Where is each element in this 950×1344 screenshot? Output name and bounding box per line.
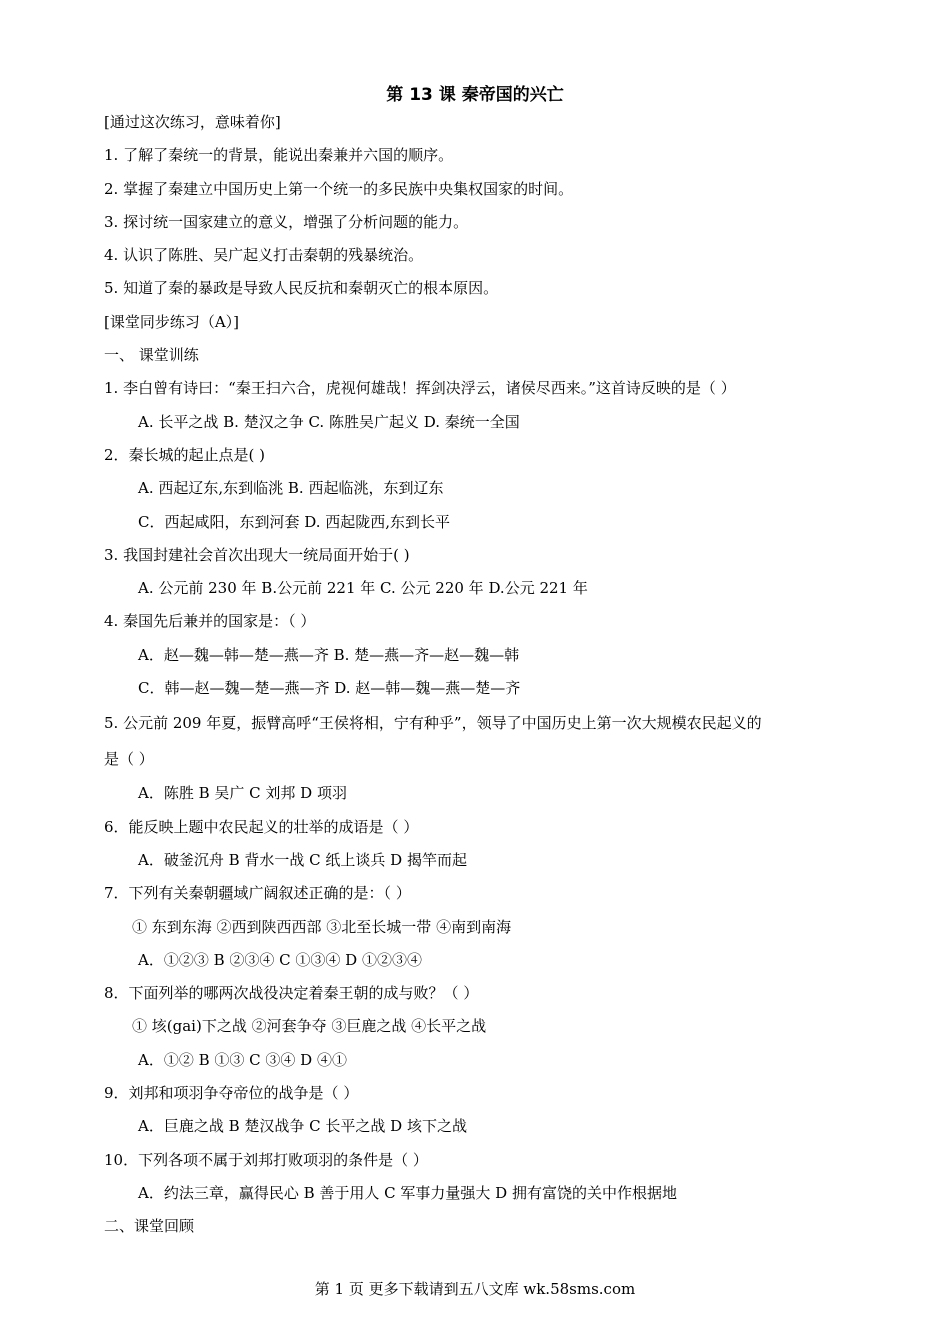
objective-5: 5. 知道了秦的暴政是导致人民反抗和秦朝灭亡的根本原因。 xyxy=(104,279,499,298)
page-footer: 第 1 页 更多下载请到五八文库 wk.58sms.com xyxy=(314,1280,636,1298)
q5-stem-cont: 是（ ） xyxy=(104,750,154,769)
section2-header: 二、课堂回顾 xyxy=(104,1217,195,1236)
q7-options: A．①②③ B ②③④ C ①③④ D ①②③④ xyxy=(138,950,422,969)
objective-2: 2. 掌握了秦建立中国历史上第一个统一的多民族中央集权国家的时间。 xyxy=(104,179,574,198)
page-title: 第 13 课 秦帝国的兴亡 xyxy=(386,85,564,105)
q9-stem: 9．刘邦和项羽争夺帝位的战争是（ ） xyxy=(104,1084,359,1103)
q7-stem: 7．下列有关秦朝疆域广阔叙述正确的是：（ ） xyxy=(104,884,411,903)
q4-options-1: A．赵—魏—韩—楚—燕—齐 B. 楚—燕—齐—赵—魏—韩 xyxy=(138,645,520,664)
q1-stem: 1. 李白曾有诗曰：“秦王扫六合，虎视何雄哉！挥剑决浮云，诸侯尽西来。”这首诗反映的是（ ） xyxy=(104,379,736,398)
q10-options: A．约法三章，赢得民心 B 善于用人 C 军事力量强大 D 拥有富饶的关中作根据地 xyxy=(138,1183,677,1202)
section1-header: 一、 课堂训练 xyxy=(104,346,199,365)
worksheet-content xyxy=(104,106,884,1244)
q3-options: A. 公元前 230 年 B.公元前 221 年 C. 公元 220 年 D.公元 221 年 xyxy=(138,579,588,598)
q8-stem: 8．下面列举的哪两次战役决定着秦王朝的成与败？（ ） xyxy=(104,984,479,1003)
q10-stem: 10．下列各项不属于刘邦打败项羽的条件是（ ） xyxy=(104,1150,428,1169)
q8-options: A．①② B ①③ C ③④ D ④① xyxy=(138,1050,347,1069)
q2-options-1: A. 西起辽东,东到临洮 B. 西起临洮，东到辽东 xyxy=(138,479,444,498)
q4-options-2: C．韩—赵—魏—楚—燕—齐 D. 赵—韩—魏—燕—楚—齐 xyxy=(138,679,521,698)
objective-3: 3. 探讨统一国家建立的意义，增强了分析问题的能力。 xyxy=(104,212,469,231)
q1-options: A. 长平之战 B. 楚汉之争 C. 陈胜吴广起义 D. 秦统一全国 xyxy=(138,412,520,431)
intro-header: [通过这次练习，意味着你] xyxy=(104,113,281,131)
q2-options-2: C．西起咸阳，东到河套 D. 西起陇西,东到长平 xyxy=(138,512,451,531)
practice-header: [课堂同步练习（A）] xyxy=(104,312,240,331)
objective-1: 1. 了解了秦统一的背景，能说出秦兼并六国的顺序。 xyxy=(104,146,454,165)
q5-stem: 5. 公元前 209 年夏，振臂高呼“王侯将相，宁有种乎”，领导了中国历史上第一次大规模农民起义的 xyxy=(104,714,762,733)
q2-stem: 2．秦长城的起止点是( ) xyxy=(104,445,266,464)
q5-options: A．陈胜 B 吴广 C 刘邦 D 项羽 xyxy=(138,784,347,803)
q6-stem: 6．能反映上题中农民起义的壮举的成语是（ ） xyxy=(104,817,419,836)
q6-options: A．破釜沉舟 B 背水一战 C 纸上谈兵 D 揭竿而起 xyxy=(138,850,467,869)
q3-stem: 3. 我国封建社会首次出现大一统局面开始于( ) xyxy=(104,545,410,564)
q7-statements: ① 东到东海 ②西到陕西西部 ③北至长城一带 ④南到南海 xyxy=(132,917,512,936)
q4-stem: 4. 秦国先后兼并的国家是：（ ） xyxy=(104,612,316,631)
objective-4: 4. 认识了陈胜、吴广起义打击秦朝的残暴统治。 xyxy=(104,246,424,265)
q8-statements: ① 垓(gai)下之战 ②河套争夺 ③巨鹿之战 ④长平之战 xyxy=(132,1017,487,1036)
q9-options: A．巨鹿之战 B 楚汉战争 C 长平之战 D 垓下之战 xyxy=(138,1117,467,1136)
